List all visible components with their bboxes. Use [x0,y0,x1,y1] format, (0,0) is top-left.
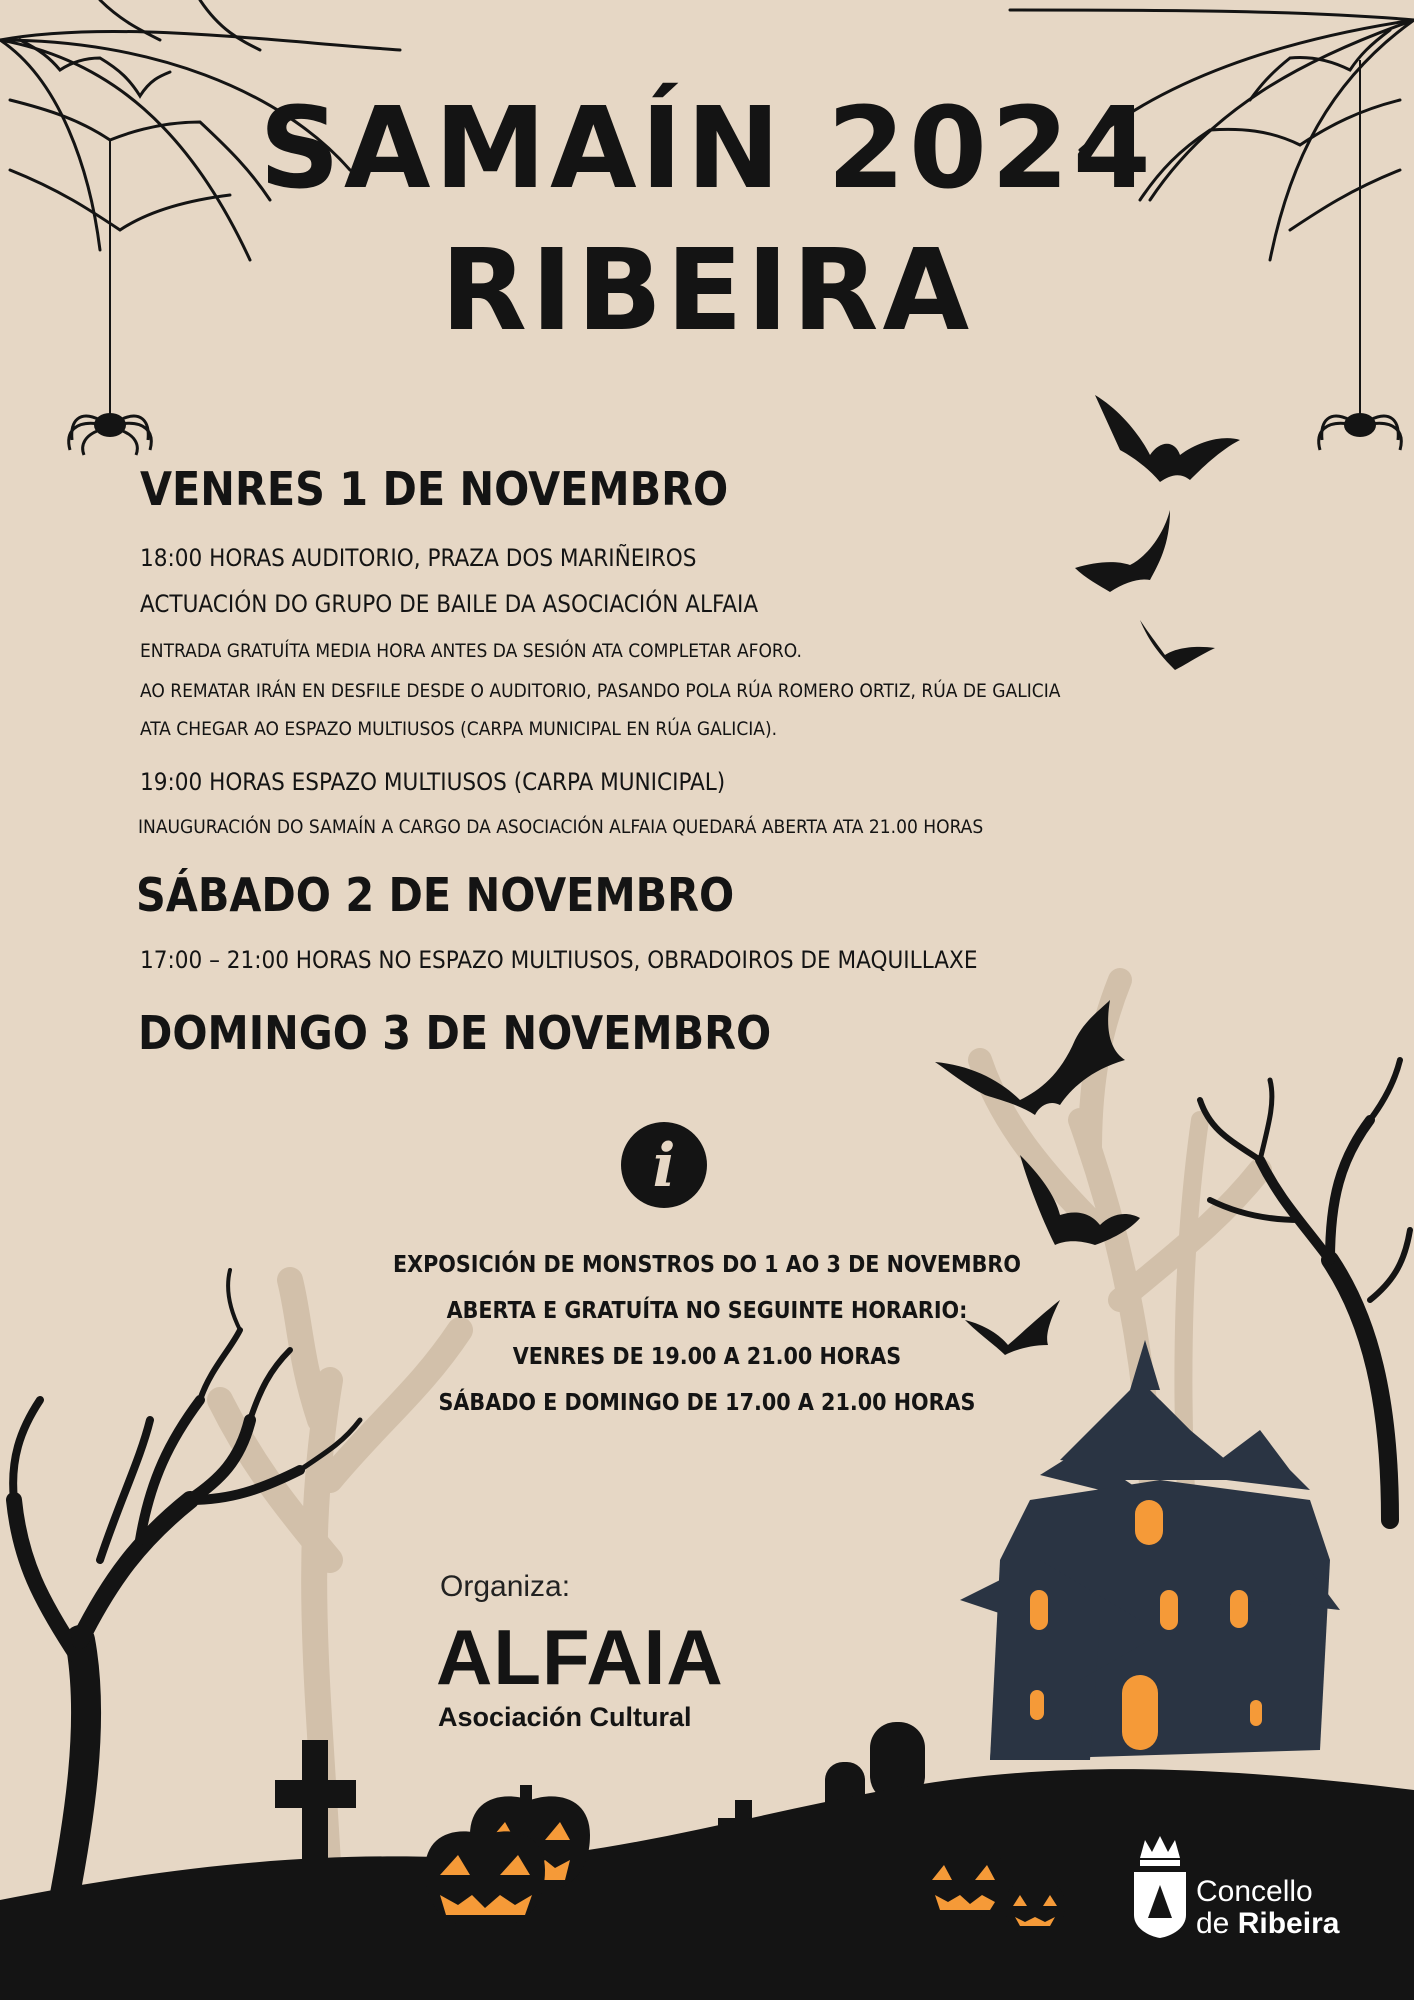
friday-event1-note: ATA CHEGAR AO ESPAZO MULTIUSOS (CARPA MUNICIPAL EN RÚA GALICIA). [140,718,778,740]
organizer-name: ALFAIA [436,1613,724,1701]
council-name-line2 [1196,1908,1339,1940]
info-line: SÁBADO E DOMINGO DE 17.00 A 21.00 HORAS [438,1390,976,1416]
friday-event1-time: 18:00 HORAS AUDITORIO, PRAZA DOS MARIÑEIROS [140,544,697,572]
info-line: ABERTA E GRATUÍTA NO SEGUINTE HORARIO: [446,1298,968,1324]
organizer-subtitle: Asociación Cultural [438,1702,692,1732]
council-name-bold: Ribeira [1237,1907,1340,1940]
saturday-event1: 17:00 – 21:00 HORAS NO ESPAZO MULTIUSOS, OBRADOIROS DE MAQUILLAXE [140,946,978,974]
council-name-prefix: de [1196,1907,1238,1940]
friday-event1-title: ACTUACIÓN DO GRUPO DE BAILE DA ASOCIACIÓN ALFAIA [140,590,759,618]
friday-event2-note: INAUGURACIÓN DO SAMAÍN A CARGO DA ASOCIACIÓN ALFAIA QUEDARÁ ABERTA ATA 21.00 HORAS [138,816,984,838]
info-line: EXPOSICIÓN DE MONSTROS DO 1 AO 3 DE NOVEMBRO [393,1252,1021,1278]
friday-event1-note: ENTRADA GRATUÍTA MEDIA HORA ANTES DA SESIÓN ATA COMPLETAR AFORO. [140,640,802,662]
info-icon-glyph: i [652,1131,676,1201]
day-heading-saturday: SÁBADO 2 DE NOVEMBRO [136,868,735,922]
organizer-label: Organiza: [440,1570,571,1603]
day-heading-friday: VENRES 1 DE NOVEMBRO [140,462,729,516]
day-heading-sunday: DOMINGO 3 DE NOVEMBRO [138,1006,772,1060]
council-name-line1: Concello [1196,1875,1313,1908]
info-line: VENRES DE 19.00 A 21.00 HORAS [512,1344,902,1370]
poster-title-line1: SAMAÍN 2024 [259,84,1155,214]
friday-event1-note: AO REMATAR IRÁN EN DESFILE DESDE O AUDITORIO, PASANDO POLA RÚA ROMERO ORTIZ, RÚA DE GALICIA [140,680,1061,702]
poster-title-line2: RIBEIRA [440,226,974,356]
friday-event2-time: 19:00 HORAS ESPAZO MULTIUSOS (CARPA MUNICIPAL) [140,768,726,796]
